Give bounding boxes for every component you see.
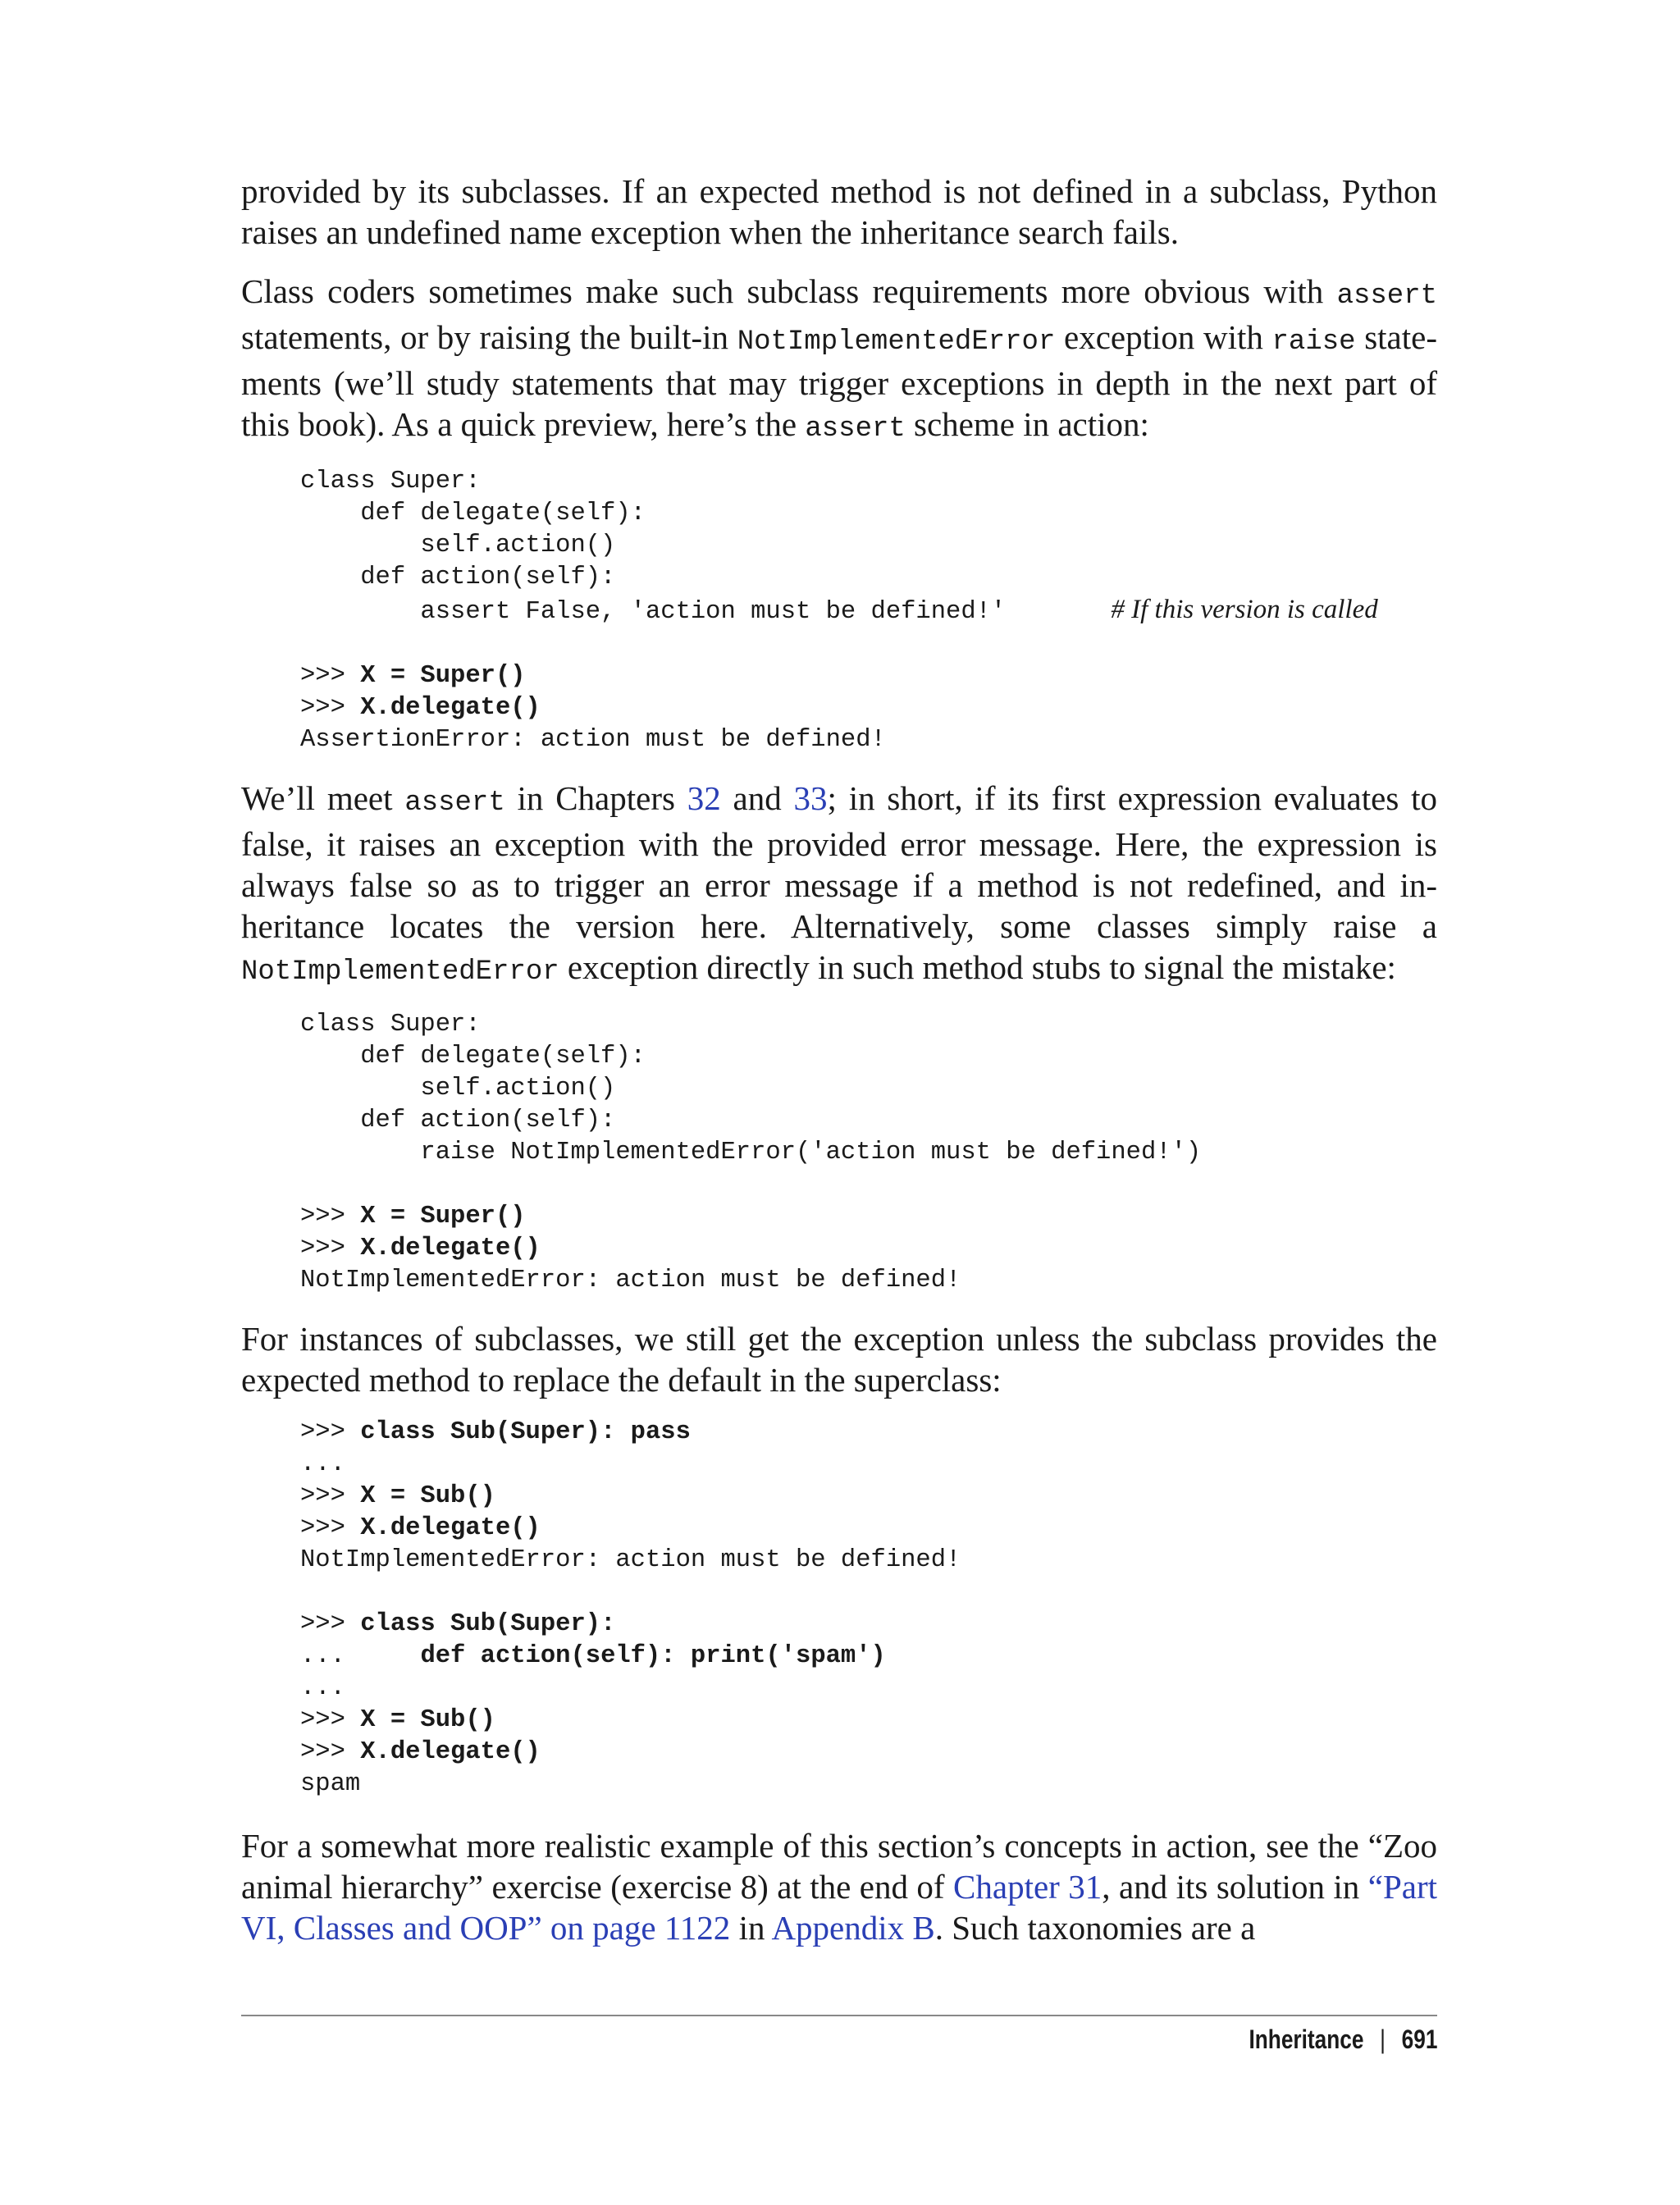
text: ; in short, if its first expression evaluates to false, it raises an exception with the provided error message. Here, the expression is always false so as to trigger an error message if a method is not redefined, and inheritance locates the version here. Alternatively, some classes simply raise a xyxy=(241,779,1437,945)
prompt: >>> xyxy=(300,1706,361,1734)
code-input: X = Sub() xyxy=(360,1706,495,1734)
code-input: X.delegate() xyxy=(360,1738,541,1766)
text: in xyxy=(730,1909,772,1947)
chapter-31-link[interactable]: Chapter 31 xyxy=(953,1868,1102,1906)
footer-divider xyxy=(241,2015,1437,2016)
code-input: def action(self): print('spam') xyxy=(420,1642,886,1670)
code-line: self.action() xyxy=(300,532,616,559)
code-input: X = Super() xyxy=(360,662,526,690)
footer-section-title: Inheritance xyxy=(1249,2025,1364,2054)
paragraph-4 xyxy=(241,1318,1437,1400)
code-output: spam xyxy=(300,1770,361,1798)
code-line: class Super: xyxy=(300,1011,481,1039)
chapter-32-link[interactable]: 32 xyxy=(687,779,721,817)
code-input: X = Sub() xyxy=(360,1482,495,1510)
prompt: ... xyxy=(300,1642,421,1670)
text: For a somewhat more realistic example of this section’s concepts in action, see the “Zoo animal hierarchy” exercise (exercise 8) at the end of xyxy=(241,1827,1437,1906)
prompt: >>> xyxy=(300,1482,361,1510)
text: and xyxy=(720,779,794,817)
text: statements (we’ll study statements that may trigger exceptions in depth in the next part of this book). As a quick preview, here’s the xyxy=(241,318,1437,443)
code-line: class Super: xyxy=(300,468,481,495)
prompt: >>> xyxy=(300,1610,361,1638)
text: For instances of subclasses, we still get the exception unless the subclass provides the expected method to replace the default in the superclass: xyxy=(241,1320,1437,1399)
code-line: def delegate(self): xyxy=(300,500,646,527)
code-line: def action(self): xyxy=(300,1107,616,1134)
prompt: ... xyxy=(300,1674,345,1702)
prompt: >>> xyxy=(300,1203,361,1230)
code-input: class Sub(Super): xyxy=(360,1610,616,1638)
code-input: class Sub(Super): pass xyxy=(360,1418,691,1446)
prompt: >>> xyxy=(300,1418,361,1446)
code-block-2 xyxy=(241,1009,1437,1297)
prompt: >>> xyxy=(300,1738,361,1766)
paragraph-1 xyxy=(241,171,1437,253)
prompt: ... xyxy=(300,1450,345,1478)
inline-code: NotImplementedError xyxy=(737,326,1056,358)
code-input: X.delegate() xyxy=(360,1235,541,1262)
code-line: def delegate(self): xyxy=(300,1043,646,1071)
paragraph-2 xyxy=(241,271,1437,450)
code-output: AssertionError: action must be defined! xyxy=(300,726,886,754)
page-content xyxy=(241,171,1437,1948)
code-output: NotImplementedError: action must be defined! xyxy=(300,1267,961,1294)
prompt: >>> xyxy=(300,1235,361,1262)
paragraph-5 xyxy=(241,1825,1437,1948)
inline-code: assert xyxy=(404,788,505,819)
text: Class coders sometimes make such subclass requirements more obvious with xyxy=(241,272,1337,310)
page-number: 691 xyxy=(1401,2025,1437,2054)
page-footer xyxy=(1249,2025,1437,2055)
paragraph-3 xyxy=(241,778,1437,993)
code-input: X.delegate() xyxy=(360,694,541,722)
prompt: >>> xyxy=(300,694,361,722)
code-line: raise NotImplementedError('action must be defined!') xyxy=(300,1139,1202,1166)
chapter-33-link[interactable]: 33 xyxy=(793,779,828,817)
text: scheme in action: xyxy=(905,405,1149,443)
code-line: assert False, 'action must be defined!' xyxy=(300,598,1007,626)
code-line: self.action() xyxy=(300,1075,616,1102)
part-vi-link[interactable]: “Part VI, Classes and OOP” on page 1122 xyxy=(241,1868,1437,1947)
inline-code: assert xyxy=(805,413,906,445)
appendix-b-link[interactable]: Appendix B xyxy=(771,1909,935,1947)
code-input: X = Super() xyxy=(360,1203,526,1230)
text: We’ll meet xyxy=(241,779,405,817)
footer-separator: | xyxy=(1379,2025,1386,2054)
code-input: X.delegate() xyxy=(360,1514,541,1542)
code-block-1 xyxy=(241,466,1437,756)
code-line: def action(self): xyxy=(300,564,616,591)
text: exception directly in such method stubs to signal the mistake: xyxy=(559,948,1396,986)
text: provided by its subclasses. If an expected method is not defined in a subclass, Python raises an undefined name exception when the inheritance search fails. xyxy=(241,172,1437,251)
code-output: NotImplementedError: action must be defined! xyxy=(300,1546,961,1574)
text: statements, or by raising the built-in xyxy=(241,318,737,356)
text: in Chapters xyxy=(504,779,687,817)
code-comment: # If this version is called xyxy=(1111,595,1378,624)
prompt: >>> xyxy=(300,662,361,690)
inline-code: raise xyxy=(1271,326,1356,358)
text: , and its solution in xyxy=(1102,1868,1368,1906)
inline-code: assert xyxy=(1336,281,1437,312)
inline-code: NotImplementedError xyxy=(241,956,559,988)
text: exception with xyxy=(1055,318,1272,356)
code-block-3 xyxy=(241,1417,1437,1801)
text: . Such taxonomies are a xyxy=(934,1909,1256,1947)
prompt: >>> xyxy=(300,1514,361,1542)
